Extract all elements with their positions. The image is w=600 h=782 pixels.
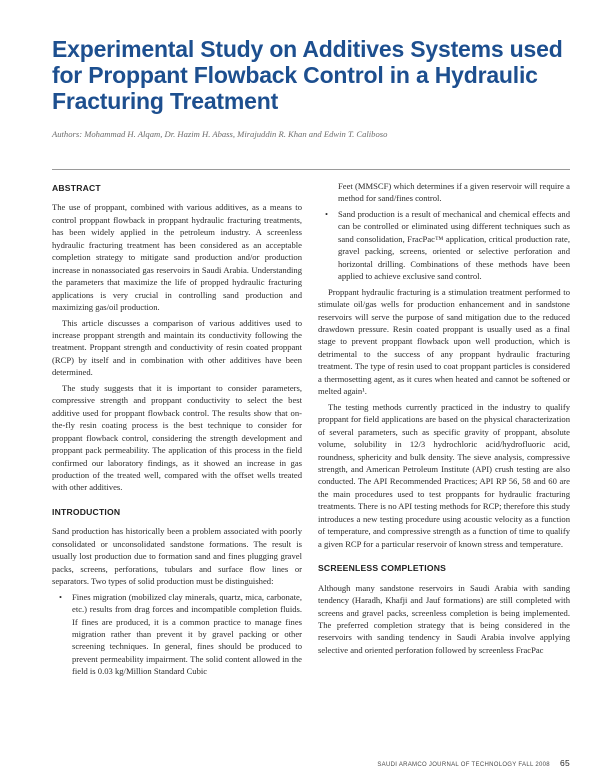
screenless-heading: SCREENLESS COMPLETIONS [318,563,447,574]
author-line: Authors: Mohammad H. Alqam, Dr. Hazim H. Abass, Mirajuddin R. Khan and Edwin T. Caliboso [52,129,388,139]
abstract-paragraph: This article discusses a comparison of various additives used to increase proppant strength and maintain its conductivity following the treatment. Proppant strength and conductivity of resin coated proppant (RCP) by itself and in combination with other additives have been determined. [52,317,302,378]
bullet-list [318,208,570,283]
introduction-paragraph: The testing methods currently practiced in the industry to qualify proppant for field applications are based on the physical characterization of several parameters, such as specific gravity of proppant, absolute volume, solubility in 12/3 hydrochloric acid/hydrofluoric acid, roundness, sphericity and bulk density. The sieve analysis, compressive strength, and American Petroleum Institute (API) crush testing are also conducted. The API Recommended Practices; API RP 56, 58 and 60 are the main procedures used to test proppants for hydraulic fracturing treatments. There is no API testing methods for RCP; therefore this study introduces a new testing procedure using acoustic velocity as a function of temperature, and compressive strength as a function of time to qualify a given RCP for a particular reservoir of known stress and temperature. [318,401,570,549]
left-column [52,182,302,681]
page-footer [360,758,570,768]
list-item [52,591,302,678]
right-column [318,180,570,659]
introduction-paragraph: Sand production has historically been a problem associated with poorly consolidated or unconsolidated sandstone formations. The result is usually lost production due to formation sand and fines plugging gravel packs, screens, perforations, tubulars and surface flow lines or separators. Two types of solid production must be distinguished: [52,526,302,587]
introduction-heading: INTRODUCTION [52,506,121,517]
introduction-paragraph: Proppant hydraulic fracturing is a stimulation treatment performed to stimulate oil/gas wells for production enhancement and in sandstone reservoirs will serve the purpose of sand mitigation due to the reduced drawdown pressure. Resin coated proppant is usually used as a final stage to prevent proppant flowback upon well production, which is detrimental to the success of any proppant hydraulic fracturing treatment. The type of resin used to coat proppant particles is considered a thermosetting agent, as it cures when heated and cannot be softened or melted again¹. [318,286,570,397]
abstract-paragraph: The study suggests that it is important to consider parameters, compressive strength and proppant conductivity to select the best additive used for proppant flowback control. The results show that on-the-fly resin coating process is the best technique to consider for proppant flowback control, considering the strength development and proppant pack permeability. The application of this process in the field confirmed our laboratory findings, as it showed an increase in gas production of the treated well, compared with the offset wells treated with other additives. [52,382,302,493]
list-item-text: Fines migration (mobilized clay minerals, quartz, mica, carbonate, etc.) results from drag forces and incompatible completion fluids. If fines are produced, it is a common practice to manage fines migration rather than prevent it by gravel packing or other screening techniques. In general, fines should be produced to prevent permeability impairment. The solid content allowed in the field is 0.03 kg/Million Standard Cubic [72,591,302,677]
abstract-heading: ABSTRACT [52,183,101,193]
list-item [318,208,570,283]
journal-name: SAUDI ARAMCO JOURNAL OF TECHNOLOGY FALL 2008 [377,762,550,768]
page-number: 65 [559,758,570,768]
list-item-text: Sand production is a result of mechanical and chemical effects and can be controlled or eliminated using different techniques such as sand consolidation, FracPac™ application, critical production rate, gravel packing, screens, oriented or selective perforation and horizontal drilling. Combinations of these methods have been applied to achieve exclusive sand control. [338,208,570,282]
bullet-icon: • [325,208,329,219]
abstract-paragraph: The use of proppant, combined with various additives, as a means to control proppant flowback in proppant hydraulic fracturing treatments, has been widely applied in the petroleum industry. A screenless hydraulic fracturing treatment has been considered as an acceptable completion strategy to mitigate sand production and/or production increase in nonassociated gas reservoirs in Saudi Arabia. Understanding the parameters that maximize the life of propped hydraulic fracturing applications is very crucial in controlling sand production and maximizing gas/oil production. [52,202,302,313]
bullet-list [52,591,302,678]
section-gap [52,497,302,506]
article-title: Experimental Study on Additives Systems used for Proppant Flowback Control in a Hydraulic Fracturing Treatment [52,36,563,114]
header-divider [52,169,570,170]
bullet-icon: • [59,591,63,602]
section-gap [318,553,570,562]
screenless-paragraph: Although many sandstone reservoirs in Saudi Arabia with sanding tendency (Haradh, Khafji and Jauf formations) are still completed with screens and gravel packs, screenless completion is being implemented. The preferred completion strategy that is being considered in the reservoirs with sanding tendency in Saudi Arabia involve applying selective and oriented perforation followed by screenless FracPac [318,582,570,655]
list-item-continuation: Feet (MMSCF) which determines if a given reservoir will require a method for sand/fines control. [338,181,570,204]
